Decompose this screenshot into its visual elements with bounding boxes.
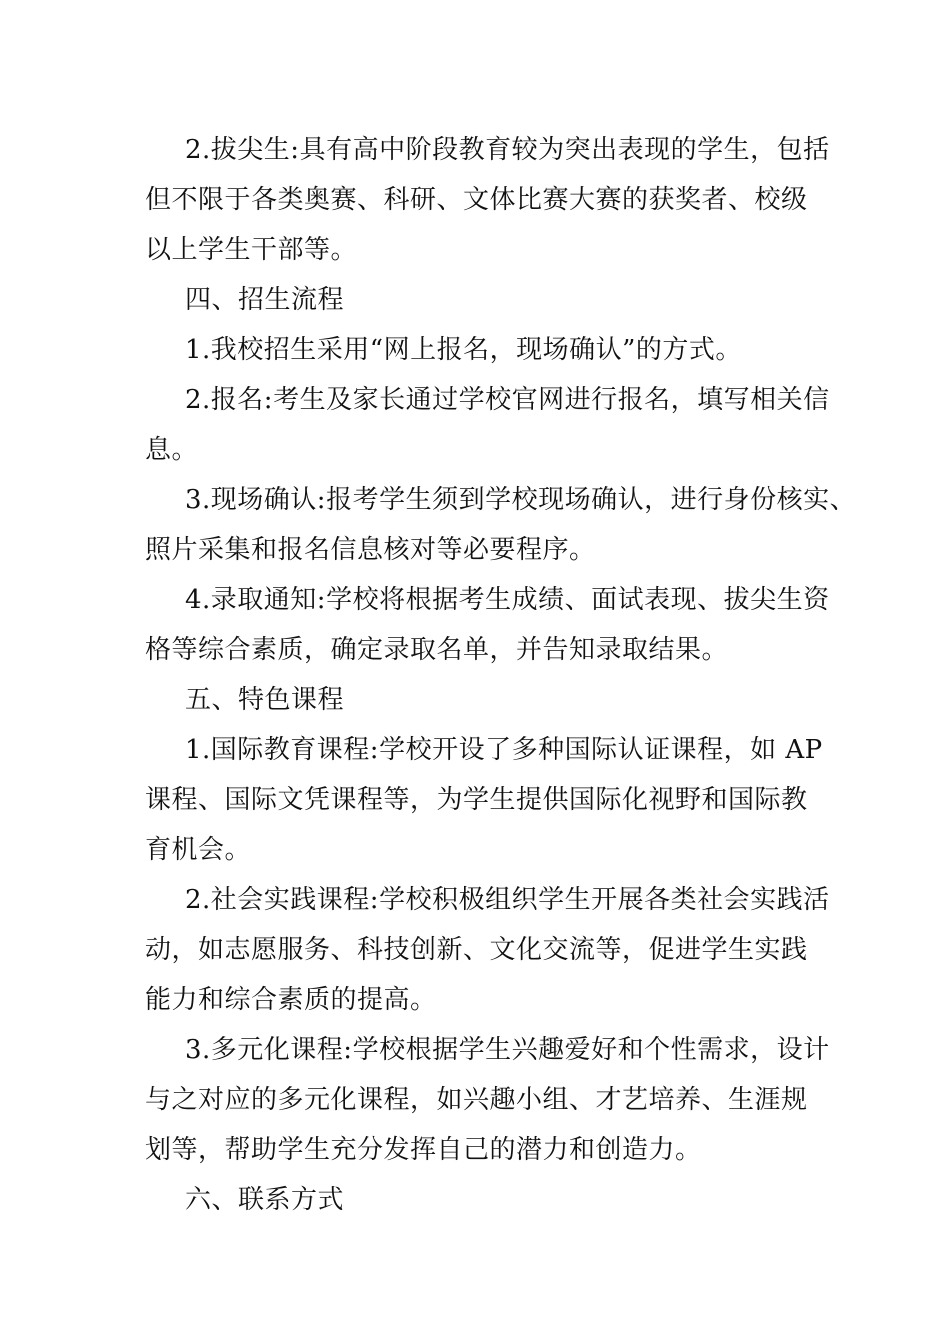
paragraph-line: 3.多元化课程:学校根据学生兴趣爱好和个性需求，设计 — [185, 1035, 830, 1065]
paragraph-line: 与之对应的多元化课程，如兴趣小组、才艺培养、生涯规 — [145, 1085, 808, 1115]
paragraph-line: 4.录取通知:学校将根据考生成绩、面试表现、拔尖生资 — [185, 585, 830, 615]
paragraph-line: 动，如志愿服务、科技创新、文化交流等，促进学生实践 — [145, 935, 808, 965]
paragraph-line: 能力和综合素质的提高。 — [145, 985, 437, 1015]
paragraph-line: 但不限于各类奥赛、科研、文体比赛大赛的获奖者、校级 — [145, 185, 808, 215]
paragraph-line: 2.拔尖生:具有高中阶段教育较为突出表现的学生，包括 — [185, 135, 830, 165]
paragraph-line: 育机会。 — [145, 835, 252, 865]
section-heading: 四、招生流程 — [185, 285, 345, 315]
paragraph-line: 格等综合素质，确定录取名单，并告知录取结果。 — [145, 635, 729, 665]
paragraph-line: 息。 — [145, 435, 199, 465]
paragraph-line: 2.报名:考生及家长通过学校官网进行报名，填写相关信 — [185, 385, 830, 415]
paragraph-line: 1.国际教育课程:学校开设了多种国际认证课程，如 AP — [185, 735, 823, 765]
section-heading: 六、联系方式 — [185, 1185, 345, 1215]
paragraph-line: 以上学生干部等。 — [145, 235, 358, 265]
paragraph-line: 3.现场确认:报考学生须到学校现场确认，进行身份核实、 — [185, 485, 857, 515]
paragraph-line: 课程、国际文凭课程等，为学生提供国际化视野和国际教 — [145, 785, 808, 815]
paragraph-line: 照片采集和报名信息核对等必要程序。 — [145, 535, 596, 565]
paragraph-line: 划等，帮助学生充分发挥自己的潜力和创造力。 — [145, 1135, 702, 1165]
section-heading: 五、特色课程 — [185, 685, 345, 715]
paragraph-line: 1.我校招生采用“网上报名，现场确认”的方式。 — [185, 335, 742, 365]
paragraph-line: 2.社会实践课程:学校积极组织学生开展各类社会实践活 — [185, 885, 830, 915]
